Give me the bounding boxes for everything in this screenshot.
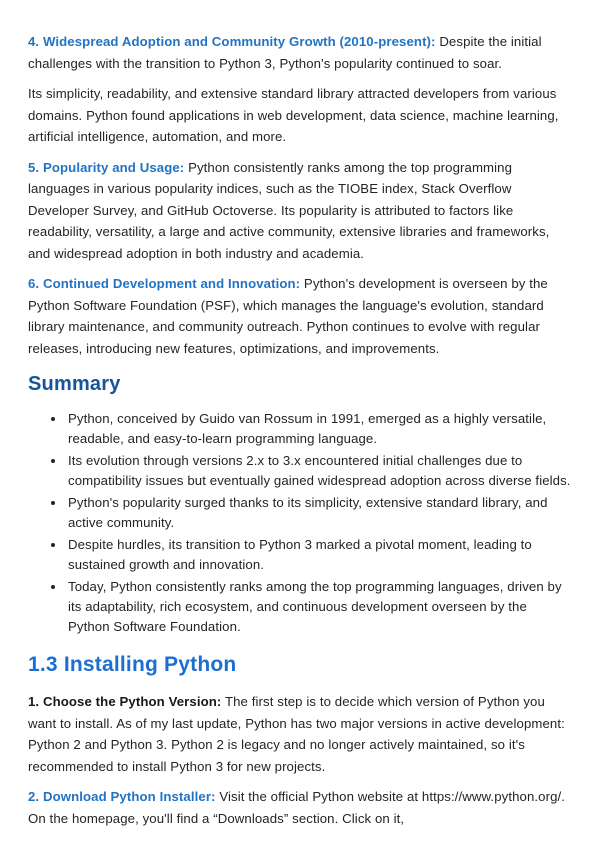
paragraph-simplicity (28, 83, 572, 148)
download-installer-lead: 2. Download Python Installer: (28, 789, 216, 804)
popularity-usage-text: Python consistently ranks among the top programming languages in various popularity indices, such as the TIOBE index, Stack Overflow Developer Survey, and GitHub Octoverse. Its popularity is attributed to factors like readability, versatility, a large and active community, extensive libraries and frameworks, and widespread adoption in both industry and academia. (28, 159, 550, 261)
paragraph-download-installer (28, 786, 572, 829)
summary-bullet-evolution: • Its evolution through versions 2.x to 3.x encountered initial challenges due to compatibility issues but eventually gained widespread adoption across diverse fields. (66, 451, 572, 491)
widespread-adoption-lead: 4. Widespread Adoption and Community Growth (2010-present): (28, 34, 436, 49)
summary-bullet-conceived: • Python, conceived by Guido van Rossum in 1991, emerged as a highly versatile, readable, and easy-to-learn programming language. (66, 409, 572, 449)
summary-bullet-popularity: • Python's popularity surged thanks to its simplicity, extensive standard library, and active community. (66, 493, 572, 533)
continued-development-text: Python's development is overseen by the Python Software Foundation (PSF), which manages the language's evolution, standard library maintenance, and community outreach. Python continues to evolve with regular releases, introducing new features, optimizations, and improvements. (28, 276, 548, 356)
choose-version-lead: 1. Choose the Python Version: (28, 694, 222, 709)
paragraph-choose-version (28, 691, 572, 777)
simplicity-text: Its simplicity, readability, and extensive standard library attracted developers from various domains. Python found applications in web development, data science, machine learning, artificial intelligence, automation, and more. (28, 86, 559, 144)
installing-python-heading: 1.3 Installing Python (28, 653, 237, 676)
paragraph-continued-development (28, 273, 572, 359)
choose-version-text: The first step is to decide which version of Python you want to install. As of my last update, Python has two major versions in active development: Python 2 and Python 3. Python 2 is legacy and no longer actively maintained, so it's recommended to install Python 3 for new projects. (28, 694, 565, 774)
summary-bullet-transition: • Despite hurdles, its transition to Python 3 marked a pivotal moment, leading to sustained growth and innovation. (66, 535, 572, 575)
paragraph-widespread-adoption (28, 31, 572, 74)
summary-bullet-list (28, 409, 572, 637)
continued-development-lead: 6. Continued Development and Innovation: (28, 276, 301, 291)
download-installer-text: Visit the official Python website at https://www.python.org/. On the homepage, you'll find a “Downloads” section. Click on it, (28, 789, 566, 826)
popularity-usage-lead: 5. Popularity and Usage: (28, 159, 185, 175)
paragraph-popularity-usage (28, 157, 572, 265)
summary-heading: Summary (28, 373, 121, 395)
widespread-adoption-text: Despite the initial challenges with the transition to Python 3, Python's popularity continued to soar. (28, 34, 542, 71)
summary-bullet-today: • Today, Python consistently ranks among the top programming languages, driven by its adaptability, rich ecosystem, and continuous development overseen by the Python Software Foundation. (66, 577, 572, 637)
